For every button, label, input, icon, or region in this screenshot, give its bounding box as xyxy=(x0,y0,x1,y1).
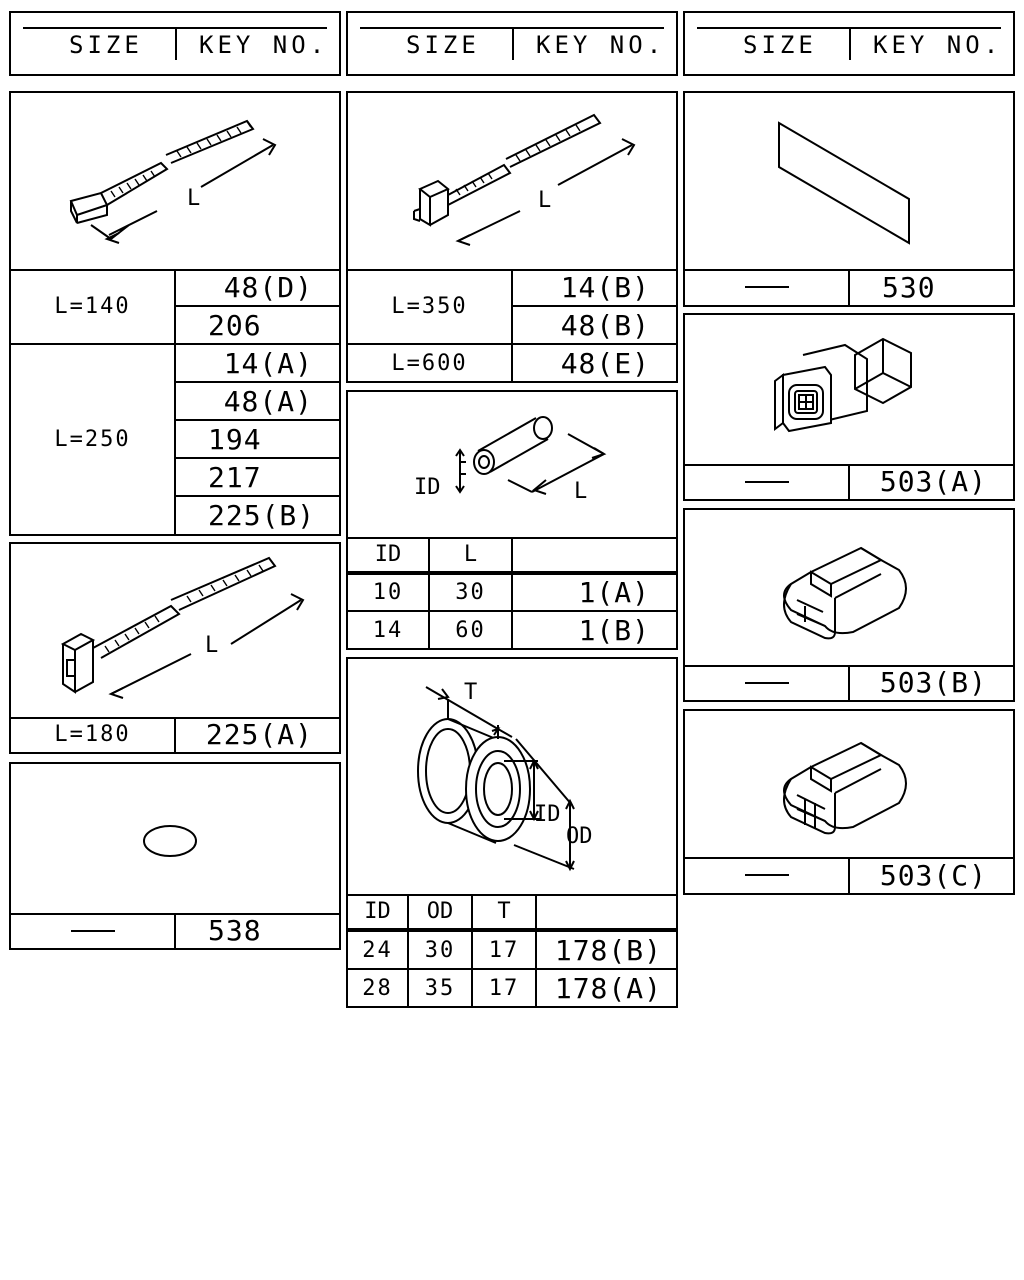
plug-c-illustration xyxy=(685,711,1013,859)
key-no-header: KEY NO. xyxy=(199,31,329,59)
column-header: ID xyxy=(348,537,430,575)
key-cell: 503(A) xyxy=(879,465,987,498)
column-header-3 xyxy=(683,11,1015,76)
dash-mark xyxy=(745,286,789,288)
key-cell: 48(D) xyxy=(176,269,339,307)
cable-tie-illustration xyxy=(11,544,339,719)
key-cell: 225(A) xyxy=(205,718,313,751)
connector-illustration xyxy=(685,315,1013,466)
tape-illustration xyxy=(685,93,1013,271)
table-cell-id: 14 xyxy=(348,612,430,648)
table-cell-id: 10 xyxy=(348,575,430,612)
id-label: ID xyxy=(534,802,561,827)
size-cell xyxy=(685,464,850,499)
column-header-1 xyxy=(9,11,341,76)
table-cell-id: 28 xyxy=(348,970,409,1006)
cable-tie-panel-1 xyxy=(9,91,341,536)
tape-panel xyxy=(683,91,1015,307)
table-cell-id: 24 xyxy=(348,932,409,970)
key-cell: 48(E) xyxy=(560,346,650,380)
key-cell: 14(B) xyxy=(513,269,676,307)
key-cell: 530 xyxy=(882,270,936,304)
plug-b-panel xyxy=(683,508,1015,702)
cable-tie-panel-2 xyxy=(9,542,341,754)
dimension-label: L xyxy=(187,186,201,211)
dash-mark xyxy=(745,874,789,876)
column-header xyxy=(513,537,676,575)
size-header: SIZE xyxy=(406,31,480,59)
key-cell: 1(A) xyxy=(513,575,676,612)
dash-mark xyxy=(745,682,789,684)
table-cell-l: 30 xyxy=(430,575,513,612)
table-cell-t: 17 xyxy=(473,932,537,970)
plug-b-illustration xyxy=(685,510,1013,667)
id-label: ID xyxy=(414,475,441,500)
column-header: L xyxy=(430,537,513,575)
cable-tie-illustration xyxy=(11,93,339,271)
table-cell-od: 30 xyxy=(409,932,473,970)
size-cell: L=350 xyxy=(348,269,513,345)
key-cell: 178(A) xyxy=(554,971,662,1005)
key-cell: 538 xyxy=(208,914,262,947)
key-cell: 1(B) xyxy=(578,613,650,647)
table-cell-od: 35 xyxy=(409,970,473,1006)
dash-mark xyxy=(745,481,789,483)
key-cell: 194 xyxy=(176,421,339,459)
size-cell xyxy=(11,913,176,948)
key-cell: 225(B) xyxy=(208,499,316,532)
cable-tie-panel-3 xyxy=(346,91,678,383)
column-header: OD xyxy=(409,894,473,932)
dimension-label: L xyxy=(538,188,552,213)
key-no-header: KEY NO. xyxy=(536,31,666,59)
dash-mark xyxy=(71,930,115,932)
key-cell: 48(A) xyxy=(176,383,339,421)
oval-part-panel xyxy=(9,762,341,950)
dimension-label: L xyxy=(205,633,219,658)
table-cell-t: 17 xyxy=(473,970,537,1006)
key-cell: 217 xyxy=(176,459,339,497)
od-label: OD xyxy=(566,824,593,849)
size-cell: L=140 xyxy=(11,269,176,345)
l-label: L xyxy=(574,479,588,504)
size-cell: L=180 xyxy=(11,717,176,752)
key-cell: 206 xyxy=(176,307,339,345)
tube-panel xyxy=(346,390,678,650)
table-cell-l: 60 xyxy=(430,612,513,648)
cable-tie-illustration xyxy=(348,93,676,271)
key-no-header: KEY NO. xyxy=(873,31,1003,59)
column-header-2 xyxy=(346,11,678,76)
size-cell: L=250 xyxy=(11,345,176,534)
key-cell: 48(B) xyxy=(513,307,676,345)
plug-c-panel xyxy=(683,709,1015,895)
key-cell: 178(B) xyxy=(537,932,676,970)
size-cell xyxy=(685,269,850,305)
column-header xyxy=(537,894,676,932)
size-header: SIZE xyxy=(69,31,143,59)
grommet-illustration xyxy=(348,659,676,896)
tube-illustration xyxy=(348,392,676,539)
size-cell xyxy=(685,857,850,893)
size-header: SIZE xyxy=(743,31,817,59)
key-cell: 14(A) xyxy=(176,345,339,383)
oval-illustration xyxy=(11,764,339,915)
grommet-panel xyxy=(346,657,678,1008)
key-cell: 503(C) xyxy=(879,858,987,892)
size-cell: L=600 xyxy=(348,345,513,381)
size-cell xyxy=(685,665,850,700)
connector-panel xyxy=(683,313,1015,501)
column-header: ID xyxy=(348,894,409,932)
t-label: T xyxy=(464,680,478,705)
column-header: T xyxy=(473,894,537,932)
key-cell: 503(B) xyxy=(879,666,987,699)
